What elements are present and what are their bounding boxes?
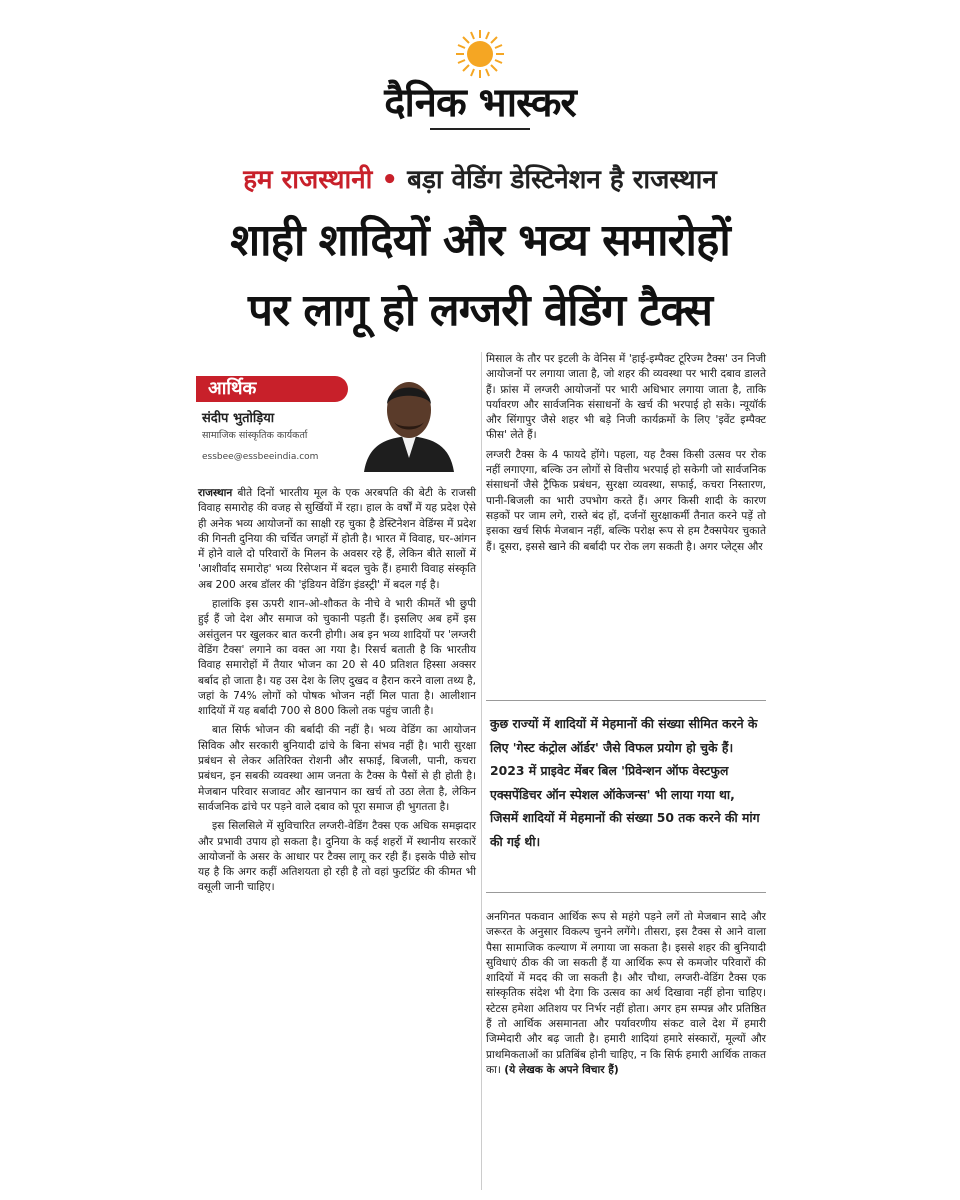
masthead-title: दैनिक भास्कर [384,80,576,126]
author-email: essbee@essbeeindia.com [202,452,319,462]
kicker-separator: • [381,165,399,195]
pullquote: कुछ राज्यों में शादियों में मेहमानों की संख्या सीमित करने के लिए 'गेस्ट कंट्रोल ऑर्डर' जैसे विफल प्रयोग हो चुके हैं। 2023 में प्राइवेट मेंबर बिल 'प्रिवेन्शन ऑफ वेस्टफुल एक्सपेंडिचर ऑन स्पेशल ऑकेजन्स' भी लाया गया था, जिसमें शादियों में मेहमानों की संख्या 50 तक करने की मांग की गई थी। [490,716,760,849]
author-disclaimer: (ये लेखक के अपने विचार हैं) [504,1063,619,1076]
pullquote-bottom-rule [486,892,766,893]
kicker-subtitle: बड़ा वेडिंग डेस्टिनेशन है राजस्थान [407,165,717,195]
author-role: सामाजिक सांस्कृतिक कार्यकर्ता [202,430,308,441]
sun-logo-icon [454,28,506,80]
category-tag: आर्थिक [196,376,348,402]
author-name: संदीप भुतोड़िया [202,411,275,426]
paragraph-1 [198,486,476,593]
paragraph-3: बात सिर्फ भोजन की बर्बादी की नहीं है। भव्य वेडिंग का आयोजन सिविक और सरकारी बुनियादी ढांचे के बिना संभव नहीं है। भारी सुरक्षा प्रबंधन से लेकर अतिरिक्त रोशनी और सफाई, बिजली, पानी, कचरा प्रबंधन, इन सबकी व्यवस्था आम जनता के टैक्स के पैसों से ही होती है। मेजबान परिवार सजावट और खानपान का खर्च तो उठा लेता है, लेकिन सार्वजनिक ढांचे पर पड़ने वाले दबाव को पूरा समाज ही भुगतता है। [198,724,476,813]
paragraph-5: मिसाल के तौर पर इटली के वेनिस में 'हाई-इम्पैक्ट टूरिज्म टैक्स' उन निजी आयोजनों पर लगाया जाता है, जो शहर की व्यवस्था पर भारी दबाव डालते हैं। फ्रांस में लग्जरी आयोजनों पर भारी अधिभार लगाया जाता है, ताकि पर्यावरण और सार्वजनिक संसाधनों के खर्च की भरपाई हो सके। न्यूयॉर्क और सिंगापुर जैसे शहर भी बड़े निजी कार्यक्रमों के लिए 'इवेंट इम्पैक्ट फीस' लेते हैं। [486,353,766,442]
article-column-right-bottom [486,910,766,1082]
section-kicker [0,160,960,200]
article-column-right-top [486,352,766,559]
masthead-divider [430,128,530,130]
paragraph-2: हालांकि इस ऊपरी शान-ओ-शौकत के नीचे वे भारी कीमतें भी छुपी हुई हैं जो देश और समाज को चुकानी पड़ती हैं। इसलिए अब हमें इस असंतुलन पर खुलकर बात करनी होगी। अब इन भव्य शादियों पर 'लग्जरी वेडिंग टैक्स' लगाने का वक्त आ गया है। रिसर्च बताती है कि भारतीय विवाह समारोहों में तैयार भोजन का 20 से 40 प्रतिशत हिस्सा अक्सर बर्बाद हो जाता है। यह उस देश के लिए दुखद व हैरान करने वाला तथ्य है, जहां के 74% लोगों को पोषक भोजन नहीं मिल पाता है। आलीशान शादियों में यह बर्बादी 700 से 800 किलो तक पहुंच जाती है। [198,598,476,718]
author-photo [354,366,464,472]
pullquote-top-rule [486,700,766,701]
column-divider [481,352,482,1190]
article-column-left [198,486,476,900]
paragraph-7 [486,910,766,1078]
paragraph-6: लग्जरी टैक्स के 4 फायदे होंगे। पहला, यह टैक्स किसी उत्सव पर रोक नहीं लगाएगा, बल्कि उन लोगों से वित्तीय भरपाई हो सकेगी जो सार्वजनिक संसाधनों जैसे ट्रैफिक प्रबंधन, सुरक्षा व्यवस्था, सफाई, कचरा निस्तारण, पानी-बिजली का भारी उपभोग करते हैं। अगर किसी शादी के कारण सड़कों पर जाम लगे, रास्ते बंद हों, दर्जनों सुरक्षाकर्मी तैनात करने पड़ें तो इसका खर्च सिर्फ मेजबान नहीं, बल्कि परोक्ष रूप से हम टैक्सपेयर चुकाते हैं। दूसरा, इससे खाने की बर्बादी पर रोक लग सकती है। अगर प्लेट्स और [486,448,766,553]
lead-word: राजस्थान [198,487,233,499]
headline-line-1: शाही शादियों और भव्य समारोहों [230,215,730,266]
byline [196,366,464,472]
section-label: हम राजस्थानी [243,165,373,195]
headline-line-2: पर लागू हो लग्जरी वेडिंग टैक्स [248,285,712,336]
paragraph-7-text: अनगिनत पकवान आर्थिक रूप से महंगे पड़ने लगें तो मेजबान सादे और जरूरत के अनुसार विकल्प चुनने लगेंगे। तीसरा, इस टैक्स से आने वाला पैसा सामाजिक कल्याण में लगाया जा सकता है। इससे शहर की बुनियादी सुविधाएं ठीक की जा सकती हैं या आर्थिक रूप से कमजोर परिवारों की शादियों में मदद की जा सकती है। और चौथा, लग्जरी-वेडिंग टैक्स एक सांस्कृतिक संदेश भी देगा कि उत्सव का अर्थ दिखावा नहीं होना चाहिए। स्टेटस हमेशा अतिशय पर निर्भर नहीं होता। अगर हम सम्पन्न और प्रतिष्ठित हैं तो आर्थिक असमानता और पर्यावरणीय संकट वाले देश में हमारी जिम्मेदारी और बढ़ जाती है। हमारी शादियां हमारे संस्कारों, मूल्यों और प्राथमिकताओं का प्रतिबिंब होनी चाहिए, न कि सिर्फ हमारी आर्थिक ताकत का। [486,911,766,1076]
paragraph-4: इस सिलसिले में सुविचारित लग्जरी-वेडिंग टैक्स एक अधिक समझदार और प्रभावी उपाय हो सकता है। दुनिया के कई शहरों में स्थानीय सरकारें आयोजनों के असर के आधार पर टैक्स लागू कर रही हैं। इसके पीछे सोच यह है कि अगर कहीं अतिशयता हो रही है तो वहां फुटप्रिंट की कीमत भी वसूली जानी चाहिए। [198,820,476,894]
paragraph-1-text: बीते दिनों भारतीय मूल के एक अरबपति की बेटी के राजसी विवाह समारोह की वजह से सुर्खियों में रहा। हाल के वर्षों में यह प्रदेश ऐसे ही अनेक भव्य आयोजनों का साक्षी रह चुका है डेस्टिनेशन वेडिंग्स में प्रदेश की गिनती दुनिया की चर्चित जगहों में होती है। भारत में विवाह, घर-आंगन में होने वाले दो परिवारों के मिलन के अवसर रहे हैं, लेकिन बीते सालों में 'आशीर्वाद समारोह' भव्य रिसेप्शन में बदल चुके हैं। हमारी विवाह संस्कृति अब 200 अरब डॉलर की 'इंडियन वेडिंग इंडस्ट्री' में बदल गई है। [198,487,476,591]
